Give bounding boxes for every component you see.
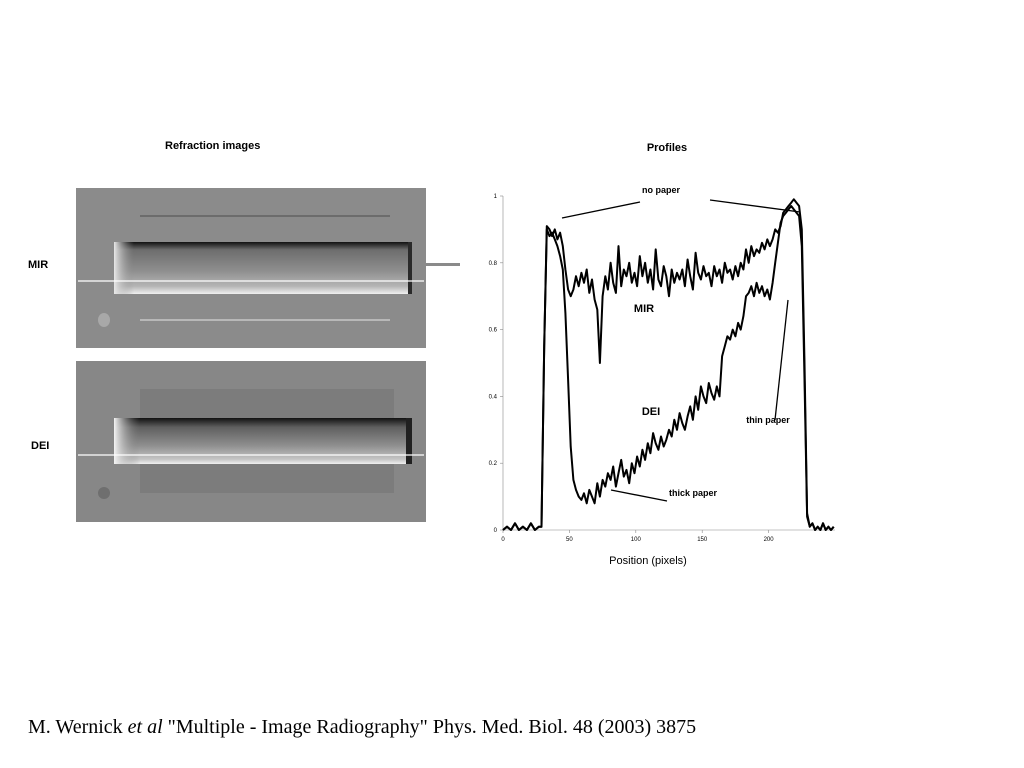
y-tick-label: 0.6 [488, 327, 497, 334]
x-tick-label: 200 [763, 537, 774, 543]
citation [28, 716, 696, 739]
x-tick-label: 150 [697, 537, 708, 543]
x-tick-label: 100 [630, 537, 641, 543]
profiles-chart [470, 130, 850, 580]
y-tick-label: 0 [493, 528, 497, 534]
annotation-leader-line [611, 490, 667, 501]
citation-reference: "Multiple - Image Radiography" Phys. Med. Biol. 48 (2003) 3875 [167, 716, 697, 738]
chart-title: Profiles [646, 142, 688, 154]
citation-author: M. Wernick [28, 716, 123, 738]
annotation-dei: DEI [641, 406, 661, 418]
y-tick-label: 1 [493, 194, 497, 200]
x-axis-label: Position (pixels) [609, 555, 687, 567]
annotation-no-paper: no paper [641, 185, 681, 195]
annotation-thick-paper: thick paper [668, 488, 718, 498]
y-tick-label: 0.4 [488, 394, 497, 401]
dei-refraction-image [76, 361, 426, 522]
x-tick-label: 0 [501, 537, 505, 543]
annotation-leader-line [710, 200, 800, 212]
images-title: Refraction images [165, 140, 261, 152]
y-tick-label: 0.8 [488, 260, 497, 267]
series-line-mir [503, 199, 834, 530]
citation-etal: et al [127, 716, 163, 738]
dei-image-label: DEI [31, 440, 50, 452]
series-line-dei [503, 206, 834, 530]
annotation-thin-paper: thin paper [746, 415, 790, 425]
mir-refraction-image [76, 188, 426, 348]
mir-connector-bar [426, 263, 460, 266]
annotation-mir: MIR [633, 303, 655, 315]
annotation-leader-line [775, 300, 788, 420]
y-tick-label: 0.2 [488, 461, 497, 468]
annotation-leader-line [562, 202, 640, 218]
mir-image-label: MIR [28, 259, 49, 271]
x-tick-label: 50 [566, 537, 573, 543]
